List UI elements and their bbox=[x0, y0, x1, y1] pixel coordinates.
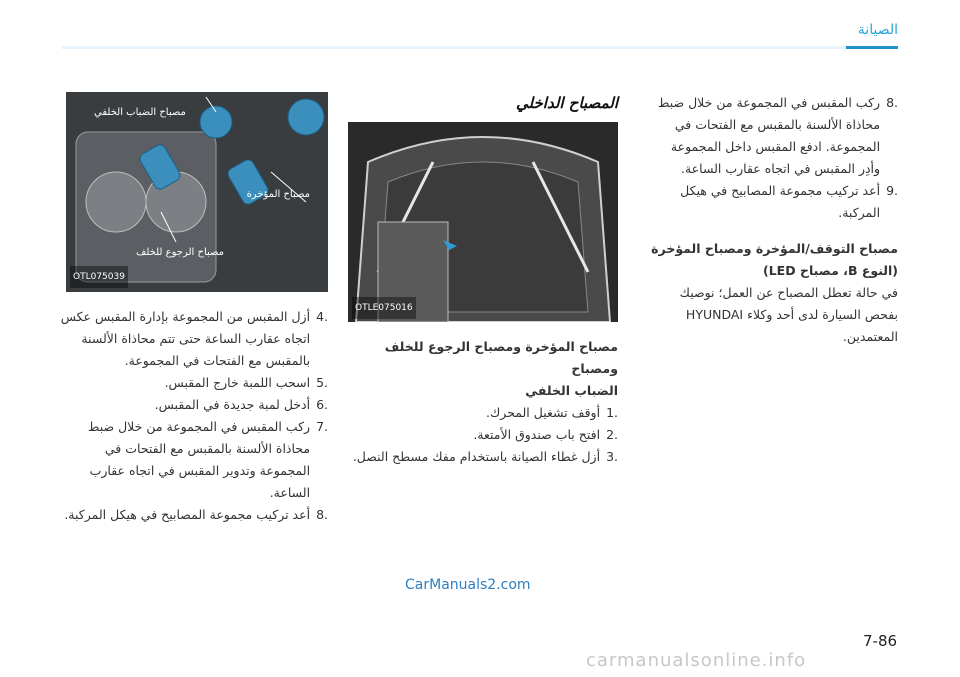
tail-lamp-subheading-line2: الضباب الخلفي bbox=[525, 383, 618, 398]
step-item bbox=[58, 372, 328, 394]
step-number: .9 bbox=[886, 183, 898, 198]
step-number: .1 bbox=[606, 405, 618, 420]
header-divider bbox=[62, 46, 898, 49]
steps-list-middle bbox=[348, 402, 618, 468]
step-number: .6 bbox=[316, 397, 328, 412]
step-number: .3 bbox=[606, 449, 618, 464]
fog-lamp-callout: مصباح الضباب الخلفي bbox=[94, 107, 186, 118]
tail-lamp-callout: مصباح المؤخرة bbox=[246, 189, 310, 200]
step-number: .8 bbox=[886, 95, 898, 110]
step-item bbox=[58, 306, 328, 372]
middle-column bbox=[348, 92, 618, 468]
steps-list-left bbox=[58, 306, 328, 526]
trunk-illustration bbox=[348, 122, 618, 322]
page-number: 7-86 bbox=[863, 632, 898, 650]
tail-lamp-subheading-line1: مصباح المؤخرة ومصباح الرجوع للخلف ومصباح bbox=[384, 339, 618, 376]
figure-code-label: OTLE075016 bbox=[352, 297, 416, 319]
step-text: أعد تركيب مجموعة المصابيح في هيكل المركبة. bbox=[64, 507, 311, 522]
tail-lamp-subheading bbox=[348, 336, 618, 402]
step-number: .5 bbox=[316, 375, 328, 390]
watermark-text: carmanualsonline.info bbox=[586, 650, 807, 671]
carmanuals-link[interactable]: CarManuals2.com bbox=[405, 577, 531, 593]
step-text: ركب المقبس في المجموعة من خلال ضبط محاذاة الألسنة بالمقبس مع الفتحات في المجموعة. ادفع المقبس داخل المجموعة وأدِر المقبس في اتجاه عقارب الساعة. bbox=[657, 95, 881, 176]
step-item bbox=[58, 394, 328, 416]
lamp-subheading-line2: (النوع B، مصباح LED) bbox=[763, 263, 898, 278]
step-text: اسحب اللمبة خارج المقبس. bbox=[164, 375, 311, 390]
lamp-subheading-line1: مصباح التوقف/المؤخرة ومصباح المؤخرة bbox=[651, 241, 898, 256]
step-text: أزل غطاء الصيانة باستخدام مفك مسطح النصل. bbox=[352, 449, 601, 464]
dealer-note-paragraph: في حالة تعطل المصباح عن العمل؛ نوصيك بفحص السيارة لدى أحد وكلاء HYUNDAI المعتمدين. bbox=[679, 285, 898, 344]
step-item bbox=[348, 446, 618, 468]
step-item bbox=[648, 180, 898, 224]
section-header-title: الصيانة bbox=[857, 22, 898, 38]
step-number: .8 bbox=[316, 507, 328, 522]
step-number: .7 bbox=[316, 419, 328, 434]
step-item bbox=[648, 92, 898, 180]
header-accent-bar bbox=[846, 46, 898, 49]
step-item bbox=[58, 416, 328, 504]
figure-code-label: OTL075039 bbox=[70, 266, 128, 288]
step-text: أدخل لمبة جديدة في المقبس. bbox=[154, 397, 311, 412]
step-text: أوقف تشغيل المحرك. bbox=[486, 405, 601, 420]
steps-list-right bbox=[648, 92, 898, 224]
trunk-figure bbox=[348, 122, 618, 322]
interior-lamp-title: المصباح الداخلي bbox=[516, 94, 618, 112]
step-text: ركب المقبس في المجموعة من خلال ضبط محاذاة الألسنة بالمقبس مع الفتحات في المجموعة وتدوير المقبس في اتجاه عقارب الساعة. bbox=[87, 419, 311, 500]
step-text: افتح باب صندوق الأمتعة. bbox=[473, 427, 601, 442]
step-item bbox=[58, 504, 328, 526]
step-item bbox=[348, 402, 618, 424]
step-text: أزل المقبس من المجموعة بإدارة المقبس عكس اتجاه عقارب الساعة حتى تتم محاذاة الألسنة بالمقبس مع الفتحات في المجموعة. bbox=[60, 309, 311, 368]
step-item bbox=[348, 424, 618, 446]
left-column bbox=[58, 92, 328, 526]
lamp-subheading bbox=[648, 238, 898, 282]
step-text: أعد تركيب مجموعة المصابيح في هيكل المركبة. bbox=[680, 183, 881, 220]
right-column bbox=[648, 92, 898, 348]
lamp-sockets-figure bbox=[66, 92, 328, 292]
step-number: .4 bbox=[316, 309, 328, 324]
step-number: .2 bbox=[606, 427, 618, 442]
reverse-lamp-callout: مصباح الرجوع للخلف bbox=[136, 247, 225, 258]
